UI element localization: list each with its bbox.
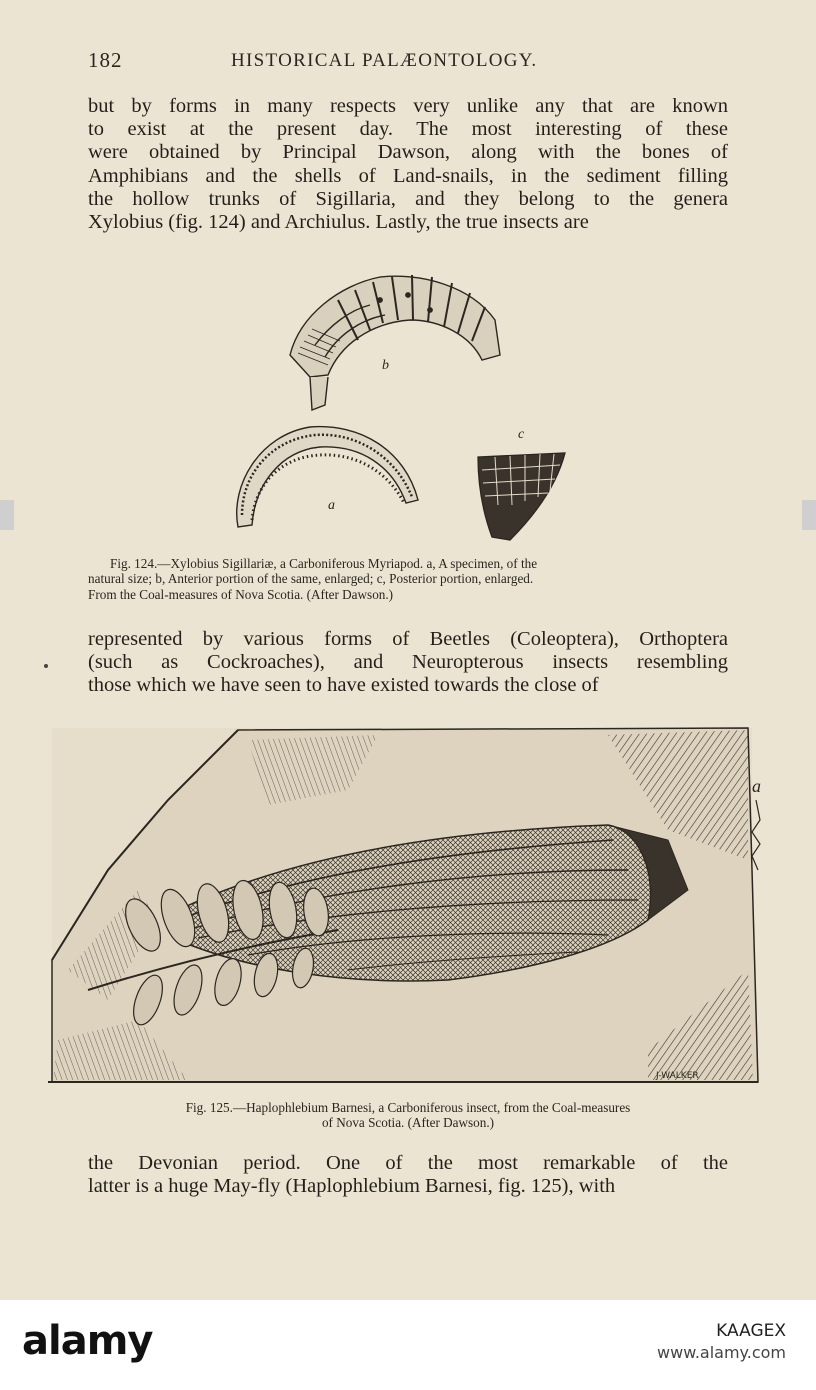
watermark-url: www.alamy.com — [657, 1343, 786, 1362]
image-id: KAAGEX — [716, 1321, 786, 1341]
specimen-b-drawing — [290, 275, 500, 410]
page-header — [88, 48, 728, 78]
caption-line: of Nova Scotia. (After Dawson.) — [321, 1115, 495, 1131]
caption-line: From the Coal-measures of Nova Scotia. (After Dawson.) — [88, 586, 394, 602]
text-line: latter is a huge May-fly (Haplophlebium Barnesi, fig. 125), with — [88, 1175, 616, 1198]
text-line: but by forms in many respects very unlike any that are known — [88, 95, 728, 117]
text-line: (such as Cockroaches), and Neuropterous insects resembling — [88, 651, 728, 674]
text-line: the Devonian period. One of the most remarkable of the — [88, 1152, 728, 1174]
stray-mark — [44, 664, 48, 668]
alamy-logo: alamy — [22, 1318, 153, 1364]
text-line: to exist at the present day. The most interesting of these — [88, 118, 728, 141]
caption-line: natural size; b, Anterior portion of the same, enlarged; c, Posterior portion, enlarged. — [88, 571, 534, 587]
label-b: b — [382, 358, 389, 373]
label-a-fig125: a — [752, 776, 761, 796]
figure-124-caption — [88, 556, 538, 602]
specimen-c-drawing — [478, 453, 565, 540]
watermark-edge-mark — [0, 500, 14, 530]
figure-125-insect-fossil-illustration — [48, 720, 760, 1088]
paragraph-2 — [88, 628, 728, 698]
text-line: those which we have seen to have existed towards the close of — [88, 674, 599, 697]
figure-125-caption — [108, 1100, 708, 1131]
engraver-signature: J-WALKER — [656, 1071, 699, 1081]
text-line: were obtained by Principal Dawson, along with the bones of — [88, 141, 728, 164]
label-a: a — [328, 498, 335, 513]
image-id-block — [657, 1320, 786, 1364]
paragraph-1 — [88, 95, 728, 234]
caption-line: Fig. 124.—Xylobius Sigillariæ, a Carboniferous Myriapod. a, A specimen, of the — [110, 556, 538, 571]
page-number: 182 — [88, 48, 123, 72]
text-line: Amphibians and the shells of Land-snails, in the sediment filling — [88, 164, 728, 187]
text-line: the hollow trunks of Sigillaria, and they belong to the genera — [88, 187, 728, 210]
watermark-edge-mark — [802, 500, 816, 530]
running-head: HISTORICAL PALÆONTOLOGY. — [231, 50, 538, 71]
caption-line: Fig. 125.—Haplophlebium Barnesi, a Carboniferous insect, from the Coal-measures — [185, 1100, 631, 1115]
paragraph-3 — [88, 1152, 728, 1198]
text-line: represented by various forms of Beetles (Coleoptera), Orthoptera — [88, 628, 728, 650]
text-line: Xylobius (fig. 124) and Archiulus. Lastly, the true insects are — [88, 211, 589, 234]
scale-line — [752, 800, 760, 870]
figure-124-myriapod-illustration — [220, 265, 600, 545]
label-c: c — [518, 427, 525, 442]
